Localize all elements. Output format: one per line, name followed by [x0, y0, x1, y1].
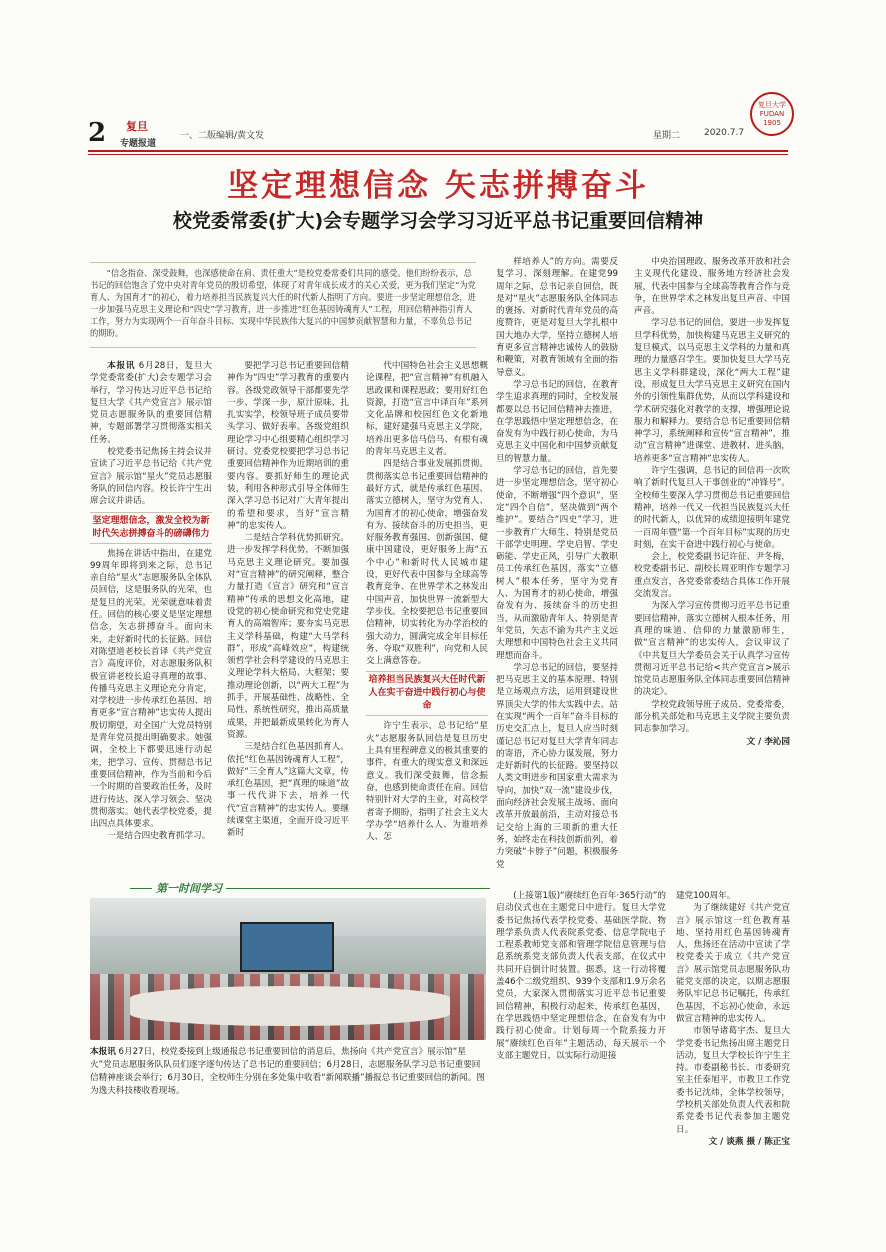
paragraph: 许宁生表示，总书记给“星火”志愿服务队回信是复旦历史上具有里程碑意义的极其重要的事件，有重大的现实意义和深远意义。我们深受鼓舞，信念振奋，也感到使命责任在肩。回信特别针对大学的主业，对高校学者寄予期盼，指明了社会主义大学办学“培养什么人、为谁培养人、怎 — [366, 721, 488, 843]
feature-banner: 第一时间学习 — [152, 880, 226, 896]
caption-text: 6月27日，校党委接到上级通报总书记重要回信的消息后，焦扬向《共产党宣言》展示馆“星火”党员志愿服务队队员们逐字逐句传达了总书记的重要回信；6月28日，志愿服务队学习总书记重要回信精神座谈会举行；6月30日，全校师生分别在多处集中收看“新闻联播”播报总书记重要回信的新闻。图为逸夫科技楼收看现场。 — [90, 1047, 485, 1096]
paragraph: 市领导诸葛宇杰、复旦大学党委书记焦扬出席主题党日活动，复旦大学校长许宁生主持。市委副秘书长、市委研究室主任泰旭平，市教卫工作党委书记沈炜，全体学校领导，学校机关部处负责人代表和院系党委书记代表参加主题党日。 — [676, 1026, 790, 1135]
university-seal-icon — [750, 92, 794, 136]
subheadline: 校党委常委(扩大)会专题学习会学习习近平总书记重要回信精神 — [172, 210, 704, 232]
article-column-4 — [496, 256, 618, 882]
article-column-1 — [90, 360, 212, 882]
headline: 坚定理想信念 矢志拼搏奋斗 — [227, 168, 649, 204]
dateline: 本报讯 — [107, 361, 136, 371]
paragraph: 一是结合四史教育抓学习。 — [107, 831, 211, 842]
paragraph: 许宁生强调，总书记的回信再一次吹响了新时代复旦人干事创业的“冲锋号”。全校师生要深入学习贯彻总书记重要回信精神，培养一代又一代担当民族复兴大任的时代新人，以优异的成绩迎接明年建党一百周年暨“第一个百年目标”实现的历史时刻，在实干奋进中践行初心与使命。 — [634, 466, 790, 550]
paragraph: 学习总书记的回信，要进一步发挥复旦学科优势，加快构建马克思主义研究的复旦模式，以马克思主义学科的力量和真理的力量感召学生。要加快复旦大学马克思主义学科群建设，深化“两大工程”建设，形成复旦大学马克思主义研究在国内外的引领性集群优势，从而以学科建设和学术研究强化对教学的支撑，增强理论说服力和解释力。要结合总书记重要回信精神学习，系统阐释和宣传“宣言精神”，推动“宣言精神”进课堂、进教材、进头脑，培养更多“宣言精神”忠实传人。 — [634, 318, 790, 464]
section-tag: 专题报道 — [120, 139, 157, 149]
photo-screen — [240, 922, 334, 972]
caption-dateline: 本报讯 — [90, 1047, 116, 1057]
masthead-rule — [88, 150, 788, 152]
paragraph: 学习总书记的回信，在教育学生追求真理的同时，全校发展都要以总书记回信精神去推进，在学思践悟中坚定理想信念，在奋发有为中践行初心使命，为马克思主义中国化和中国梦贡献复旦的智慧力量。 — [496, 379, 618, 464]
seal-text: 复旦大学 FUDAN 1905 — [758, 100, 786, 127]
paragraph: 二是结合学科优势抓研究。进一步发挥学科优势，不断加强马克思主义理论研究。要加强对“宣言精神”的研究阐释，整合力量打造《宣言》研究和“宣言精神”传承的思想文化高地，建设党的初心使命研究和党史党建育人的高端智库；要夯实马克思主义学科基础，构建“大马学科群”，形成“高峰效应”，构建统领哲学社会科学建设的马克思主义理论学科大格局、大框架；要推动理论创新，以“两大工程”为抓手，开展基础性、战略性、全局性、系统性研究，推出高质量成果，并把最新成果转化为育人资源。 — [227, 533, 349, 740]
paragraph: 代中国特色社会主义思想概论课程，把“宣言精神”有机融入思政课和课程思政；要用好红色资源，打造“宣言中译百年”系列文化品牌和校园红色文化新地标，建好建强马克思主义学院，培养出更多信马信马、有根有魂的青年马克思主义者。 — [366, 361, 488, 458]
photo-caption — [90, 1046, 486, 1146]
paragraph: 为深入学习宣传贯彻习近平总书记重要回信精神，落实立德树人根本任务，用真理的味道、信仰的力量激励师生，做“宣言精神”的忠实传人，会议审议了《中共复旦大学委员会关于认真学习宣传贯彻习近平总书记给<共产党宣言>展示馆党员志愿服务队全体同志重要回信精神的决定》。 — [634, 601, 790, 698]
editor-line: 一、二版编辑/黄文发 — [180, 131, 265, 141]
paragraph: 焦扬在讲话中指出，在建党99周年即将到来之际，总书记亲自给“星火”志愿服务队全体队员回信，这是服务队的光荣，也是复旦的光荣。光荣就意味着责任。回信的核心要义是坚定理想信念，矢志拼搏奋斗。面向未来，走好新时代的长征路。回信对陈望道老校长首译《共产党宣言》高度评价，对志愿服务队积极宣讲老校长追寻真理的故事、传播马克思主义理论充分肯定，对学校进一步传承红色基因、培育更多“宣言精神”忠实传人提出殷切期望，对全国广大党员特别是青年党员提出明确要求。她强调，全校上下都要迅速行动起来，把学习、宣传、贯彻总书记重要回信精神，作为当前和今后一个时期的首要政治任务，及时进行传达、深入学习领会、坚决贯彻落实。她代表学校党委，提出四点具体要求。 — [90, 548, 212, 830]
article-column-5 — [634, 256, 790, 882]
paragraph: 四是结合事业发展抓贯彻。贯彻落实总书记重要回信精神的最好方式，就是传承红色基因、落实立德树人，坚守为党育人、为国育才的初心使命，增强奋发有为、接续奋斗的历史担当，更好服务教育强国、创新强国、健康中国建设，更好服务上海“五个中心”和新时代人民城市建设，更好代表中国参与全球高等教育竞争、在世界学术之林发出中国声音，加快世界一流新型大学步伐。全校要把总书记重要回信精神，切实转化为办学治校的强大动力，圆满完成全年目标任务、夺取“双胜利”，向党和人民交上满意答卷。 — [366, 459, 488, 667]
meeting-photo — [90, 898, 486, 1040]
paragraph: 中央治国理政、服务改革开放和社会主义现代化建设、服务地方经济社会发展，代表中国参与全球高等教育合作与竞争，在世界学术之林发出复旦声音、中国声音。 — [634, 257, 790, 317]
section-heading: 培养担当民族复兴大任时代新人在实干奋进中践行初心与使命 — [366, 671, 488, 716]
paragraph: 学校党政领导班子成员、党委常委，部分机关部处和马克思主义学院主要负责同志参加学习。 — [634, 699, 790, 735]
paragraph: 学习总书记的回信，要坚持把马克思主义的基本原理、特别是立场观点方法，运用到建设世界顶尖大学的伟大实践中去。站在实现“两个一百年”奋斗目标的历史交汇点上，复旦人应当时刻谨记总书记对复旦大学青年同志的寄语，齐心协力谋发展，努力走好新时代的长征路。要坚持以人类文明进步和国家重大需求为导向，加快“双一流”建设步伐，面向经济社会发展主战场、面向改革开放最前沿，主动对接总书记交给上海的三项新的重大任务，始终走在科技创新前列，着力突破“卡脖子”问题，积极服务党 — [496, 662, 618, 870]
paragraph: 校党委书记焦扬主持会议并宣读了习近平总书记给《共产党宣言》展示馆“星火”党员志愿服务队的回信内容。校长许宁生出席会议并讲话。 — [90, 447, 212, 507]
paragraph: 学习总书记的回信，首先要进一步坚定理想信念，坚守初心使命，不断增强“四个意识”，坚定“四个自信”，坚决做到“两个维护”。要结合“四史”学习，进一步教育广大师生、特别是党员干部学史明理、学史启智、学史砺能、学史正风，引导广大教职员工传承红色基因，落实“立德树人”根本任务，坚守为党育人、为国育才的初心使命，增强奋发有为、接续奋斗的历史担当，从而激励青年人、特别是青年党员，矢志不渝为共产主义远大理想和中国特色社会主义共同理想而奋斗。 — [496, 466, 618, 661]
paragraph: 6月28日，复旦大学党委常委(扩大)会专题学习会举行，学习传达习近平总书记给复旦大学《共产党宣言》展示馆党员志愿服务队的重要回信精神，专题部署学习贯彻落实相关任务。 — [90, 361, 212, 445]
article-column-6 — [496, 890, 666, 1200]
masthead-rule-thin — [88, 154, 788, 155]
photo-table — [130, 986, 450, 1026]
paragraph: 建党100周年。 — [676, 891, 736, 901]
paragraph: (上接第1版)“赓续红色百年·365行动”的启动仪式也在主题党日中进行。复旦大学党委书记焦扬代表学校党委、基础医学院、物理学系负责人代表院系党委、信息学院电子工程系教师党支部和管理学院信息管理与信息系统系党支部负责人代表支部，在仪式中共同开启倒计时装置。据悉，这一行动将覆盖46个二级党组织、939个支部和1.9万余名党员，大家深入贯彻落实习近平总书记重要回信精神，积极行动起来，传承红色基因，在学思践悟中坚定理想信念，在奋发有为中践行初心使命。计划每周一个院系接力开展“赓续红色百年”主题活动，每天展示一个支部主题党日，以实际行动迎接 — [496, 891, 666, 1061]
byline: 文 / 谈燕 摄 / 陈正宝 — [708, 1136, 790, 1147]
lead-summary: “信念指奋、深受鼓舞，也深感使命在肩、责任重大”是校党委常委们共同的感受。他们纷纷表示，总书记的回信饱含了党中央对青年党员的殷切希望，体现了对青年成长成才的关心关爱，更为我们坚定“为党育人、为国育才”的初心，着力培养担当民族复兴大任的时代新人指明了方向。要进一步坚定理想信念，进一步加强马克思主义理论和“四史”学习教育，进一步推进“红色基因铸魂育人”工程，用回信精神指引育人工作，努力为实现两个一百年奋斗目标、实现中华民族伟大复兴的中国梦贡献智慧和力量，不辜负总书记的期盼。 — [90, 262, 476, 348]
article-column-3 — [366, 360, 488, 882]
byline: 文 / 李沁园 — [746, 736, 790, 747]
weekday: 星期二 — [653, 131, 681, 141]
paragraph: 三是结合红色基因抓育人。依托“红色基因铸魂育人工程”，做好“三全育人”这篇大文章，传承红色基因，把“真理的味道”故事一代代讲下去，培养一代代“宣言精神”的忠实传人。要继续课堂主渠道，全面开设习近平新时 — [227, 742, 349, 839]
page-number: 2 — [88, 118, 107, 148]
newspaper-brand: 复旦 — [126, 120, 148, 133]
paragraph: 要把学习总书记重要回信精神作为“四史”学习教育的重要内容。各级党政领导干部都要先学一步、学深一步，原汁原味、扎扎实实学，校领导班子成员要带头学习、做好表率。各级党组织理论学习中心组要精心组织学习研讨。党委党校要把学习总书记重要回信精神作为近期培训的重要内容。要抓好师生的理论武装，利用各种形式引导全体师生深入学习总书记对广大青年提出的希望和要求，当好“宣言精神”的忠实传人。 — [227, 361, 349, 531]
paragraph: 样培养人”的方向。需要反复学习、深刻理解。在建党99周年之际，总书记亲自回信，既是对“星火”志愿服务队全体同志的褒扬、对新时代青年党员的高度赞许，更是对复旦大学扎根中国大地办大学，坚持立德树人培育更多宣言精神忠诚传人的鼓励和鞭策，对教育领域有全面的指导意义。 — [496, 257, 618, 378]
section-heading: 坚定理想信念，激发全校为新时代矢志拼搏奋斗的磅礴伟力 — [90, 512, 212, 544]
article-column-7 — [676, 890, 790, 1200]
article-column-2 — [227, 360, 349, 882]
paragraph: 会上，校党委副书记许征、尹冬梅，校党委副书记、副校长周亚明作专题学习重点发言，各党委常委结合具体工作开展交流发言。 — [634, 552, 790, 600]
paragraph: 为了继续建好《共产党宣言》展示馆这一红色教育基地、坚持用红色基因铸魂育人，焦扬还在活动中宣读了学校党委关于成立《共产党宣言》展示馆党员志愿服务队功能党支部的决定，以期志愿服务队牢记总书记嘱托，传承红色基因，不忘初心使命，永远做宣言精神的忠实传人。 — [676, 903, 790, 1024]
issue-date: 2020.7.7 — [704, 128, 745, 138]
